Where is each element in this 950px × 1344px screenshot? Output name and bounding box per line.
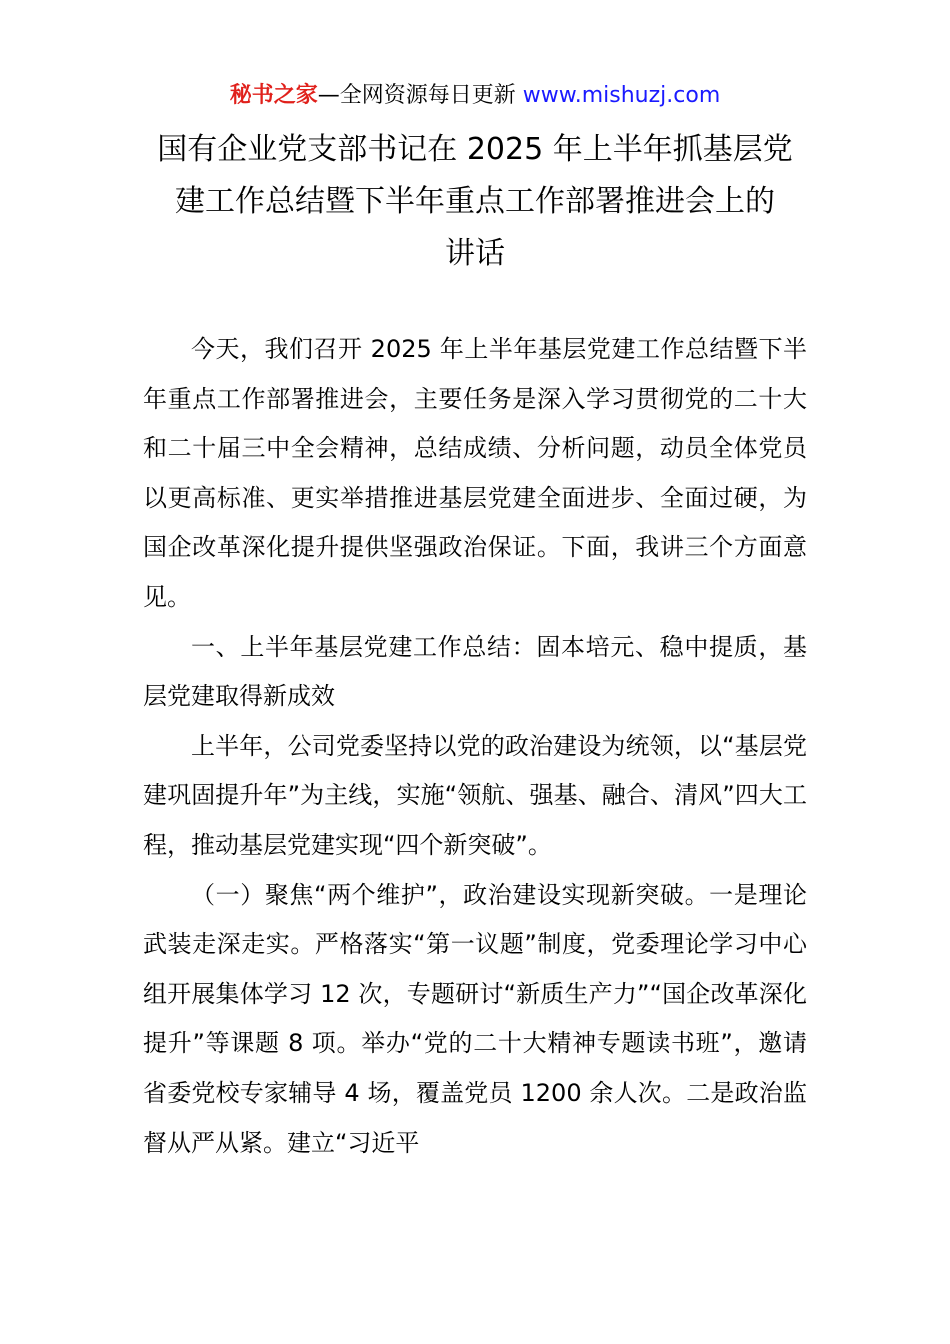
site-header [0,80,950,112]
document-title [120,124,830,280]
title-line: 建工作总结暨下半年重点工作部署推进会上的 [175,184,775,219]
section-heading-1: 一、上半年基层党建工作总结：固本培元、稳中提质，基层党建取得新成效 [143,632,807,711]
document-body [143,325,807,1168]
header-tagline: —全网资源每日更新 [317,83,523,108]
brand-name: 秘书之家 [229,83,318,108]
title-line: 国有企业党支部书记在 2025 年上半年抓基层党 [157,132,793,167]
paragraph-intro: 今天，我们召开 2025 年上半年基层党建工作总结暨下半年重点工作部署推进会，主要任务是深入学习贯彻党的二十大和二十届三中全会精神，总结成绩、分析问题，动员全体党员以更高标准、更实举措推进基层党建全面进步、全面过硬，为国企改革深化提升提供坚强政治保证。下面，我讲三个方面意见。 [143,335,807,611]
title-line: 讲话 [445,236,505,271]
paragraph-summary: 上半年，公司党委坚持以党的政治建设为统领，以“基层党建巩固提升年”为主线，实施“领航、强基、融合、清风”四大工程，推动基层党建实现“四个新突破”。 [143,731,807,859]
site-url-link[interactable]: www.mishuzj.com [522,83,721,108]
paragraph-subsection-1: （一）聚焦“两个维护”，政治建设实现新突破。一是理论武装走深走实。严格落实“第一议题”制度，党委理论学习中心组开展集体学习 12 次，专题研讨“新质生产力”“国企改革深化提升”等课题 8 项。举办“党的二十大精神专题读书班”，邀请省委党校专家辅导 4 场，覆盖党员 1200 余人次。二是政治监督从严从紧。建立“习近平 [143,880,807,1157]
